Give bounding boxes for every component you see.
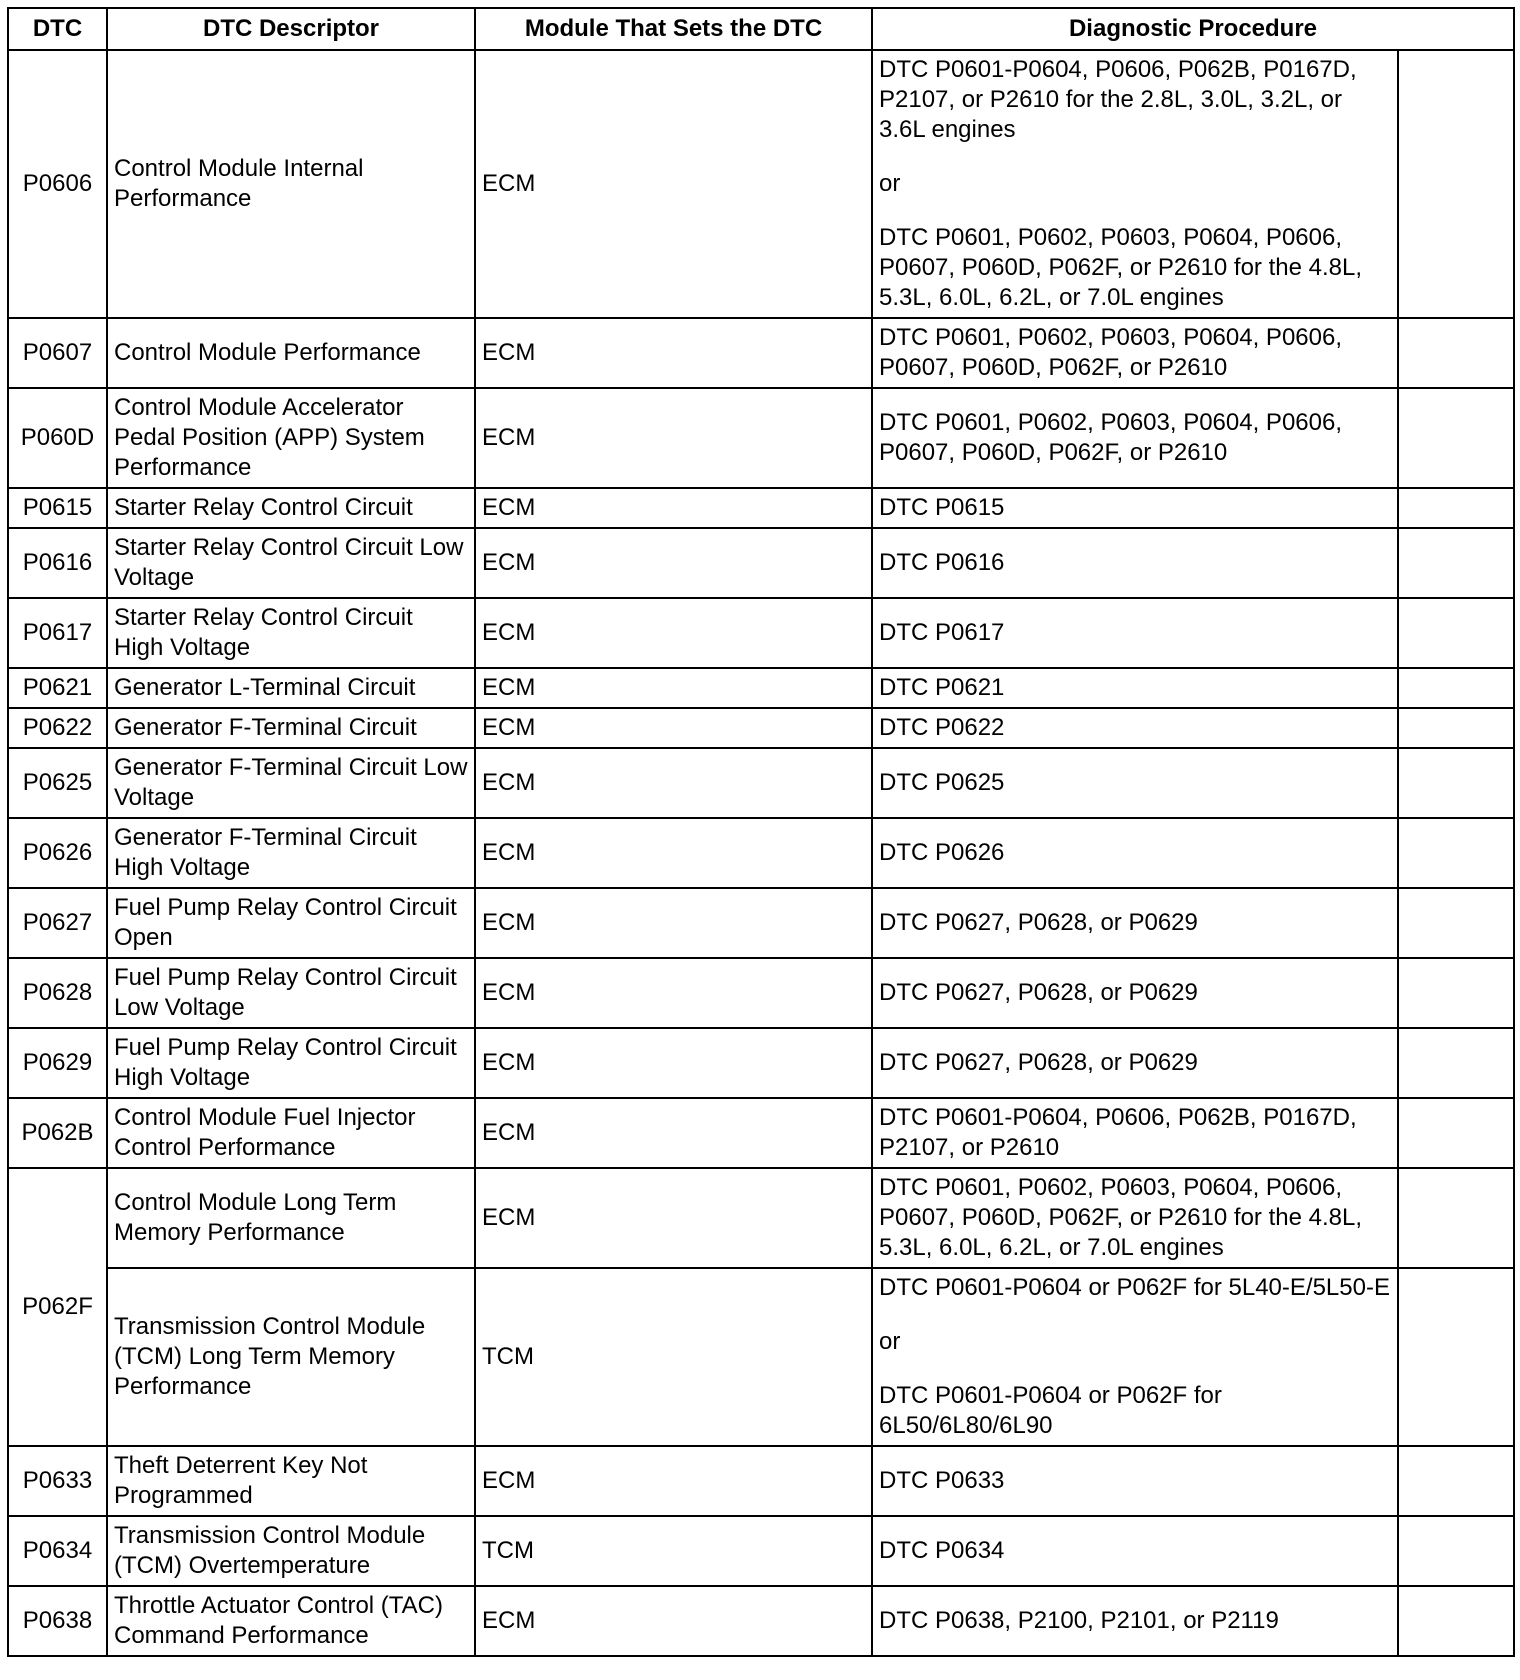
dtc-code-cell: P0621 [8,668,107,708]
diagnostic-procedure-cell [872,488,1398,528]
spacer-cell [1398,1586,1514,1656]
table-row [8,50,1514,318]
procedure-paragraph: DTC P0626 [879,839,1005,866]
module-cell: ECM [475,1098,872,1168]
dtc-code-cell: P0606 [8,50,107,318]
table-row [8,318,1514,388]
spacer-cell [1398,388,1514,488]
diagnostic-procedure-cell [872,818,1398,888]
diagnostic-procedure-cell [872,1168,1398,1268]
spacer-cell [1398,1446,1514,1516]
diagnostic-procedure-cell [872,528,1398,598]
procedure-paragraph: DTC P0601, P0602, P0603, P0604, P0606, P0607, P060D, P062F, or P2610 for the 4.8L, 5.3L, 6.0L, 6.2L, or 7.0L engines [879,224,1362,311]
procedure-paragraph: DTC P0617 [879,619,1005,646]
dtc-descriptor-cell: Starter Relay Control Circuit High Voltage [107,598,475,668]
procedure-paragraph: DTC P0633 [879,1467,1005,1494]
table-row [8,888,1514,958]
table-row [8,1268,1514,1446]
table-row [8,1028,1514,1098]
table-row [8,1168,1514,1268]
dtc-code-cell: P0638 [8,1586,107,1656]
spacer-cell [1398,488,1514,528]
procedure-paragraph: DTC P0601-P0604 or P062F for 6L50/6L80/6L90 [879,1382,1222,1439]
procedure-paragraph: DTC P0627, P0628, or P0629 [879,979,1198,1006]
diagnostic-procedure-cell [872,1268,1398,1446]
table-row [8,818,1514,888]
diagnostic-procedure-cell [872,598,1398,668]
dtc-code-cell: P0625 [8,748,107,818]
header-procedure: Diagnostic Procedure [872,8,1514,50]
table-row [8,1446,1514,1516]
procedure-paragraph: DTC P0601-P0604, P0606, P062B, P0167D, P2107, or P2610 for the 2.8L, 3.0L, 3.2L, or 3.6L engines [879,56,1357,143]
diagnostic-procedure-cell [872,958,1398,1028]
dtc-code-cell: P0633 [8,1446,107,1516]
procedure-paragraph: DTC P0601, P0602, P0603, P0604, P0606, P0607, P060D, P062F, or P2610 for the 4.8L, 5.3L, 6.0L, 6.2L, or 7.0L engines [879,1174,1362,1261]
diagnostic-procedure-cell [872,1446,1398,1516]
spacer-cell [1398,1268,1514,1446]
procedure-paragraph: DTC P0601, P0602, P0603, P0604, P0606, P0607, P060D, P062F, or P2610 [879,324,1342,381]
procedure-paragraph: or [879,1328,901,1355]
module-cell: ECM [475,50,872,318]
procedure-paragraph: DTC P0601-P0604, P0606, P062B, P0167D, P2107, or P2610 [879,1104,1357,1161]
dtc-descriptor-cell: Generator F-Terminal Circuit Low Voltage [107,748,475,818]
table-body [8,50,1514,1656]
dtc-code-cell: P0607 [8,318,107,388]
diagnostic-procedure-cell [872,50,1398,318]
procedure-paragraph: DTC P0634 [879,1537,1005,1564]
dtc-descriptor-cell: Fuel Pump Relay Control Circuit High Voltage [107,1028,475,1098]
procedure-paragraph: DTC P0627, P0628, or P0629 [879,1049,1198,1076]
dtc-document [7,7,1513,1657]
diagnostic-procedure-cell [872,1586,1398,1656]
procedure-paragraph: DTC P0615 [879,494,1005,521]
table-row [8,598,1514,668]
table-row [8,528,1514,598]
dtc-descriptor-cell: Fuel Pump Relay Control Circuit Open [107,888,475,958]
dtc-code-cell: P0616 [8,528,107,598]
diagnostic-procedure-cell [872,1098,1398,1168]
header-dtc: DTC [8,8,107,50]
spacer-cell [1398,818,1514,888]
spacer-cell [1398,888,1514,958]
procedure-paragraph: or [879,170,901,197]
spacer-cell [1398,1168,1514,1268]
dtc-descriptor-cell: Generator F-Terminal Circuit [107,708,475,748]
dtc-descriptor-cell: Starter Relay Control Circuit Low Voltage [107,528,475,598]
table-row [8,668,1514,708]
module-cell: ECM [475,818,872,888]
dtc-code-cell: P0628 [8,958,107,1028]
module-cell: ECM [475,488,872,528]
table-row [8,388,1514,488]
procedure-paragraph: DTC P0601-P0604 or P062F for 5L40-E/5L50-E [879,1274,1390,1301]
dtc-code-cell: P0634 [8,1516,107,1586]
header-module: Module That Sets the DTC [475,8,872,50]
dtc-descriptor-cell: Control Module Internal Performance [107,50,475,318]
module-cell: ECM [475,1446,872,1516]
dtc-descriptor-cell: Generator L-Terminal Circuit [107,668,475,708]
spacer-cell [1398,528,1514,598]
spacer-cell [1398,50,1514,318]
procedure-paragraph: DTC P0622 [879,714,1005,741]
procedure-paragraph: DTC P0621 [879,674,1005,701]
dtc-descriptor-cell: Theft Deterrent Key Not Programmed [107,1446,475,1516]
procedure-paragraph: DTC P0625 [879,769,1005,796]
module-cell: ECM [475,1168,872,1268]
spacer-cell [1398,708,1514,748]
module-cell: ECM [475,748,872,818]
dtc-descriptor-cell: Control Module Fuel Injector Control Performance [107,1098,475,1168]
module-cell: ECM [475,888,872,958]
dtc-code-cell: P062F [8,1168,107,1446]
dtc-descriptor-cell: Control Module Accelerator Pedal Position (APP) System Performance [107,388,475,488]
dtc-code-cell: P0629 [8,1028,107,1098]
dtc-code-cell: P0617 [8,598,107,668]
table-row [8,1516,1514,1586]
diagnostic-procedure-cell [872,318,1398,388]
dtc-code-cell: P0615 [8,488,107,528]
dtc-table [7,7,1515,1657]
module-cell: ECM [475,318,872,388]
spacer-cell [1398,1028,1514,1098]
spacer-cell [1398,318,1514,388]
table-row [8,1586,1514,1656]
dtc-code-cell: P062B [8,1098,107,1168]
spacer-cell [1398,668,1514,708]
module-cell: ECM [475,528,872,598]
diagnostic-procedure-cell [872,1516,1398,1586]
procedure-paragraph: DTC P0638, P2100, P2101, or P2119 [879,1607,1279,1634]
procedure-paragraph: DTC P0601, P0602, P0603, P0604, P0606, P0607, P060D, P062F, or P2610 [879,409,1342,466]
header-row [8,8,1514,50]
dtc-code-cell: P060D [8,388,107,488]
module-cell: ECM [475,708,872,748]
dtc-descriptor-cell: Throttle Actuator Control (TAC) Command Performance [107,1586,475,1656]
diagnostic-procedure-cell [872,668,1398,708]
table-row [8,1098,1514,1168]
dtc-descriptor-cell: Starter Relay Control Circuit [107,488,475,528]
spacer-cell [1398,748,1514,818]
spacer-cell [1398,958,1514,1028]
spacer-cell [1398,598,1514,668]
spacer-cell [1398,1098,1514,1168]
dtc-code-cell: P0626 [8,818,107,888]
dtc-descriptor-cell: Control Module Long Term Memory Performance [107,1168,475,1268]
module-cell: ECM [475,598,872,668]
module-cell: TCM [475,1268,872,1446]
dtc-descriptor-cell: Transmission Control Module (TCM) Long Term Memory Performance [107,1268,475,1446]
table-row [8,708,1514,748]
table-row [8,958,1514,1028]
module-cell: ECM [475,1028,872,1098]
module-cell: TCM [475,1516,872,1586]
module-cell: ECM [475,1586,872,1656]
procedure-paragraph: DTC P0627, P0628, or P0629 [879,909,1198,936]
spacer-cell [1398,1516,1514,1586]
module-cell: ECM [475,958,872,1028]
dtc-code-cell: P0622 [8,708,107,748]
diagnostic-procedure-cell [872,708,1398,748]
dtc-descriptor-cell: Generator F-Terminal Circuit High Voltage [107,818,475,888]
table-row [8,748,1514,818]
diagnostic-procedure-cell [872,748,1398,818]
diagnostic-procedure-cell [872,1028,1398,1098]
procedure-paragraph: DTC P0616 [879,549,1005,576]
dtc-code-cell: P0627 [8,888,107,958]
dtc-descriptor-cell: Fuel Pump Relay Control Circuit Low Voltage [107,958,475,1028]
module-cell: ECM [475,388,872,488]
table-row [8,488,1514,528]
header-descriptor: DTC Descriptor [107,8,475,50]
diagnostic-procedure-cell [872,388,1398,488]
diagnostic-procedure-cell [872,888,1398,958]
module-cell: ECM [475,668,872,708]
dtc-descriptor-cell: Transmission Control Module (TCM) Overtemperature [107,1516,475,1586]
table-header [8,8,1514,50]
dtc-descriptor-cell: Control Module Performance [107,318,475,388]
